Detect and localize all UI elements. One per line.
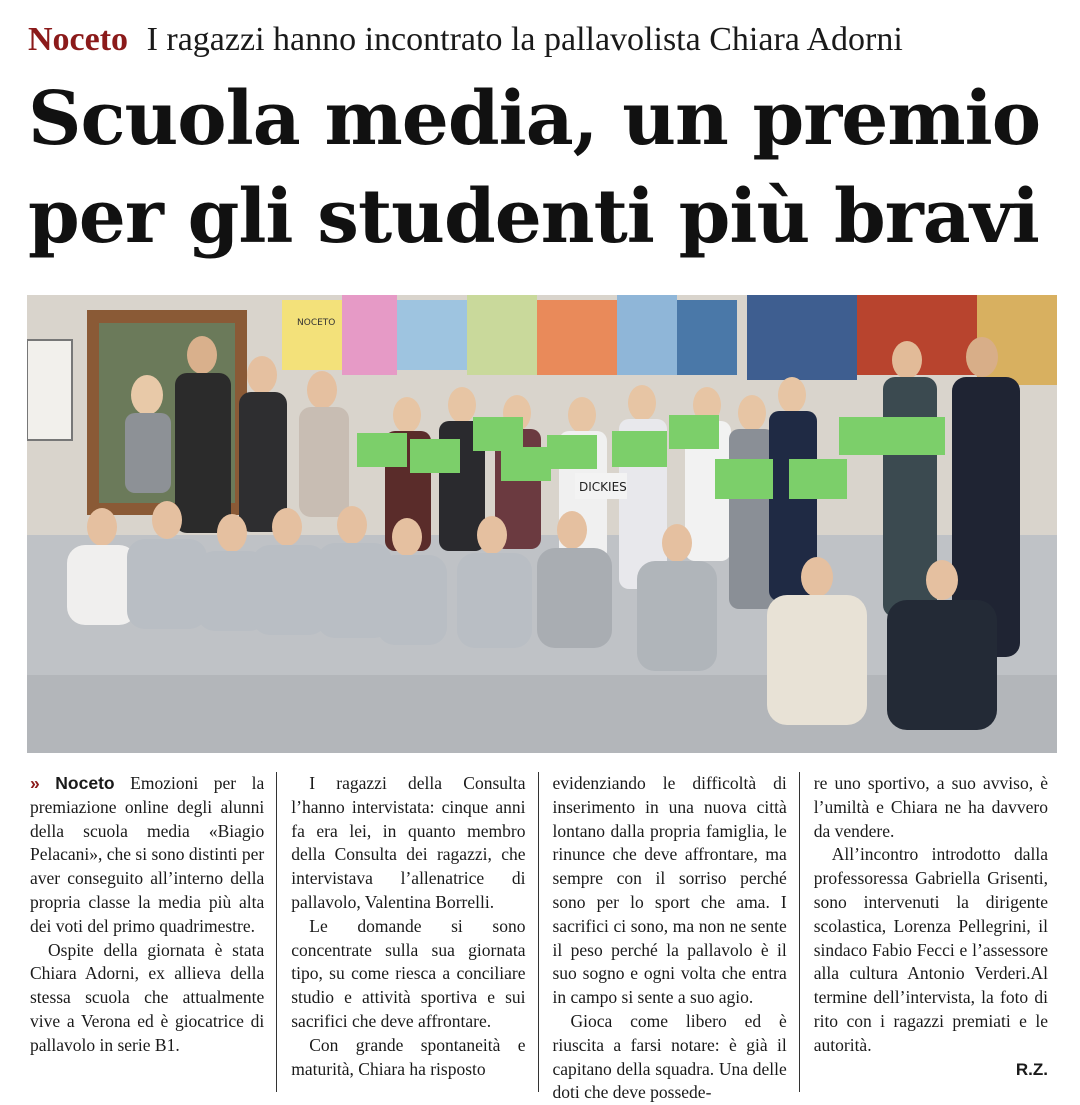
author-signature: R.Z. xyxy=(1015,1059,1048,1079)
article-column-1 xyxy=(30,772,276,1092)
paragraph-text: Emozioni per la premiazione online degli alunni della scuola media «Biagio Pelacani», che si sono distinti per aver conseguito all’interno della propria classe la media più alta dei voti del primo quadrimestre. xyxy=(30,773,265,936)
shirt-print: DICKIES xyxy=(579,480,627,494)
paragraph: re uno sportivo, a suo avviso, è l’umiltà e Chiara ne ha davvero da vendere. xyxy=(813,773,1048,841)
article-body xyxy=(30,772,1060,1103)
article-column-4 xyxy=(799,772,1060,1092)
lead-marker: » xyxy=(30,773,40,793)
paragraph: Gioca come libero ed è riuscita a farsi notare: è già il capitano della squadra. Una delle doti che deve possede- xyxy=(552,1010,787,1103)
paragraph: Ospite della giornata è stata Chiara Adorni, ex allieva della stessa scuola che attualmente vive a Verona ed è giocatrice di pallavolo in serie B1. xyxy=(30,939,265,1055)
article-column-3 xyxy=(538,772,799,1103)
headline: Scuola media, un premio per gli studenti più bravi xyxy=(28,76,1041,260)
paragraph: Le domande si sono concentrate sulla sua giornata tipo, su come riesca a conciliare studio e attività sportiva e sui sacrifici che deve affrontare. xyxy=(291,915,526,1031)
paragraph: I ragazzi della Consulta l’hanno intervistata: cinque anni fa era lei, in quanto membro della Consulta dei ragazzi, che intervistava l’allenatrice di pallavolo, Valentina Borrelli. xyxy=(291,773,526,912)
paragraph: All’incontro introdotto dalla professoressa Gabriella Grisenti, sono intervenuti la dirigente scolastica, Lorenza Pellegrini, il sindaco Fabio Fecci e l’assessore alla cultura Antonio Verderi.Al termine dell’intervista, la foto di rito con i ragazzi premiati e le autorità. xyxy=(813,844,1048,1055)
paragraph: evidenziando le difficoltà di inserimento in una nuova città lontano dalla propria famiglia, le rinunce che deve affrontare, ma sempre con il sorriso perché sono per lo sport che ama. I sacrifici ci sono, ma non ne sente il peso perché la pallavolo è il suo sogno e ogni volta che entra in campo si sente a suo agio. xyxy=(552,773,787,1008)
paragraph xyxy=(30,772,264,939)
poster-label: NOCETO xyxy=(297,318,336,328)
paragraph: Con grande spontaneità e maturità, Chiara ha risposto xyxy=(291,1034,526,1079)
kicker-place: Noceto xyxy=(28,21,129,58)
article-column-2 xyxy=(276,772,537,1092)
kicker xyxy=(28,14,1068,66)
kicker-subtitle: I ragazzi hanno incontrato la pallavolista Chiara Adorni xyxy=(146,21,903,58)
lead-place: Noceto xyxy=(55,773,115,793)
group-photo-illustration xyxy=(27,295,1057,753)
group-photo xyxy=(27,295,1057,753)
